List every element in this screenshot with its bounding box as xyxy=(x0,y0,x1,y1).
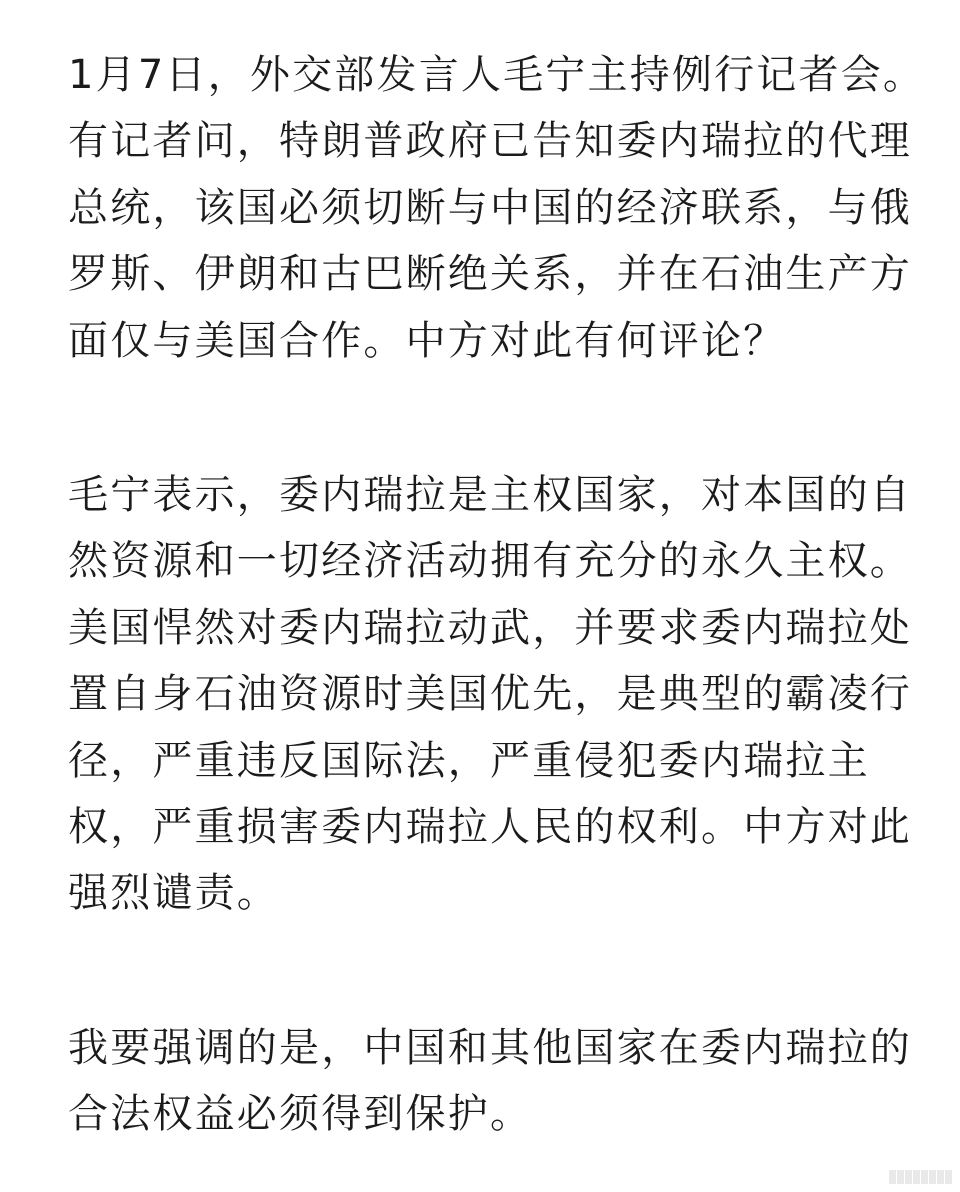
text-line: 我要强调的是，中国和其他国家在委内瑞拉的 xyxy=(68,1024,912,1071)
text-line: 总统，该国必须切断与中国的经济联系，与俄 xyxy=(68,184,912,231)
text-line: 然资源和一切经济活动拥有充分的永久主权。 xyxy=(68,538,912,585)
watermark-bar xyxy=(929,1170,936,1184)
text-line: 合法权益必须得到保护。 xyxy=(68,1091,533,1138)
text-line: 有记者问，特朗普政府已告知委内瑞拉的代理 xyxy=(68,118,912,165)
text-line: 罗斯、伊朗和古巴断绝关系，并在石油生产方 xyxy=(68,251,912,298)
watermark-bar xyxy=(889,1170,896,1184)
text-line: 美国悍然对委内瑞拉动武，并要求委内瑞拉处 xyxy=(68,604,912,651)
text-line: 置自身石油资源时美国优先，是典型的霸凌行 xyxy=(68,671,912,718)
paragraph-gap xyxy=(68,374,900,462)
text-line: 径，严重违反国际法，严重侵犯委内瑞拉主 xyxy=(68,737,870,784)
watermark-bar xyxy=(945,1170,952,1184)
text-line: 面仅与美国合作。中方对此有何评论？ xyxy=(68,317,786,364)
paragraph-emphasis xyxy=(68,1015,912,1148)
corner-watermark xyxy=(889,1170,952,1184)
paragraph-question xyxy=(68,42,926,374)
watermark-bar xyxy=(921,1170,928,1184)
text-line: 毛宁表示，委内瑞拉是主权国家，对本国的自 xyxy=(68,471,912,518)
watermark-bar xyxy=(897,1170,904,1184)
paragraph-gap xyxy=(68,927,900,1015)
paragraph-response xyxy=(68,462,912,927)
text-line: 强烈谴责。 xyxy=(68,870,279,917)
text-line: 权，严重损害委内瑞拉人民的权利。中方对此 xyxy=(68,803,912,850)
text-line: 1月7日，外交部发言人毛宁主持例行记者会。 xyxy=(68,52,926,98)
watermark-bar xyxy=(913,1170,920,1184)
article-body xyxy=(68,42,926,1147)
watermark-bar xyxy=(905,1170,912,1184)
watermark-bar xyxy=(937,1170,944,1184)
